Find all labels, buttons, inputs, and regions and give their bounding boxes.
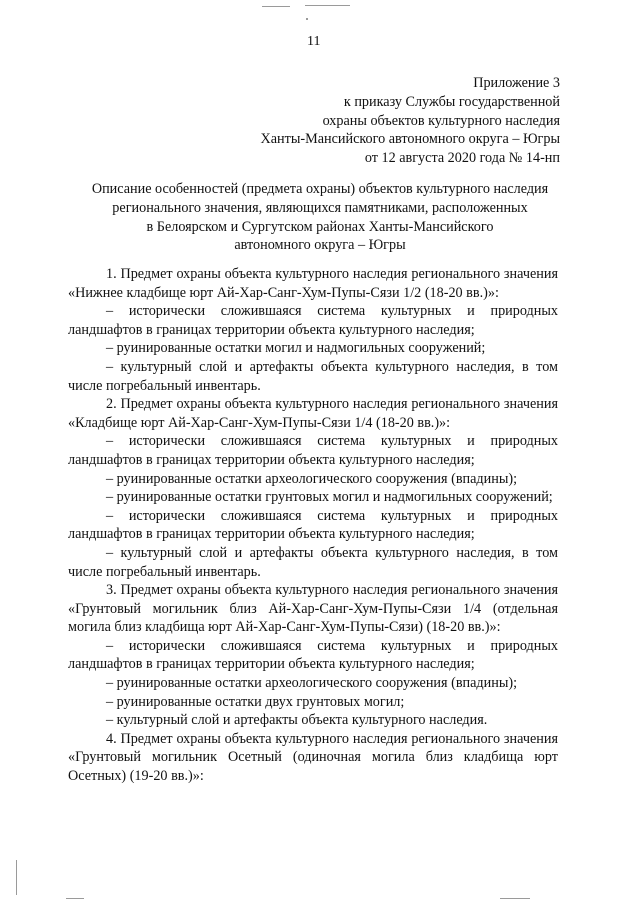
title-line: в Белоярском и Сургутском районах Ханты-Мансийского bbox=[146, 218, 494, 235]
protection-item bbox=[68, 395, 558, 432]
bullet-point: – исторически сложившаяся система культурных и природных ландшафтов в границах территории объекта культурного наследия; bbox=[68, 303, 558, 338]
appendix-reference bbox=[260, 74, 560, 168]
appendix-line: Ханты-Мансийского автономного округа – Югры bbox=[260, 131, 560, 148]
appendix-line: к приказу Службы государственной bbox=[343, 93, 560, 110]
bullet-point: – исторически сложившаяся система культурных и природных ландшафтов в границах территории объекта культурного наследия; bbox=[68, 507, 558, 543]
item-heading: Предмет охраны объекта культурного наследия регионального значения «Грунтовый могильник Осетный (одиночная могила близ кладбища юрт Осетных) (19-20 вв.)»: bbox=[68, 730, 558, 785]
bullet-point: – руинированные остатки могил и надмогильных сооружений; bbox=[106, 340, 486, 357]
bullet-point: – культурный слой и артефакты объекта культурного наследия, в том числе погребальный инвентарь. bbox=[68, 544, 558, 580]
document-title bbox=[64, 180, 576, 255]
bullet-point: – руинированные остатки двух грунтовых могил; bbox=[106, 693, 405, 710]
appendix-line: Приложение 3 bbox=[473, 75, 560, 91]
title-line: автономного округа – Югры bbox=[234, 237, 406, 254]
protection-item bbox=[68, 265, 558, 302]
item-number: 3. bbox=[106, 582, 117, 599]
bullet-point: – руинированные остатки археологического сооружения (впадины); bbox=[106, 675, 518, 692]
item-number: 2. bbox=[106, 396, 117, 413]
item-number: 4. bbox=[106, 730, 117, 747]
scan-artifact-left-edge bbox=[16, 860, 17, 895]
bullet-point: – исторически сложившаяся система культурных и природных ландшафтов в границах территории объекта культурного наследия; bbox=[68, 637, 558, 673]
item-heading: Предмет охраны объекта культурного наследия регионального значения «Нижнее кладбище юрт Ай-Хар-Санг-Хум-Пупы-Сязи 1/2 (18-20 вв.)»: bbox=[68, 266, 558, 301]
bullet-point: – руинированные остатки археологического сооружения (впадины); bbox=[106, 470, 518, 487]
protection-item bbox=[68, 730, 558, 786]
page-number: 11 bbox=[307, 34, 321, 49]
scan-artifact-bottom bbox=[500, 898, 530, 899]
bullet-point: – исторически сложившаяся система культурных и природных ландшафтов в границах территории объекта культурного наследия; bbox=[68, 433, 558, 468]
bullet-point: – руинированные остатки грунтовых могил и надмогильных сооружений; bbox=[106, 489, 553, 506]
item-heading: Предмет охраны объекта культурного наследия регионального значения «Грунтовый могильник близ Ай-Хар-Санг-Хум-Пупы-Сязи 1/4 (отдельная могила близ кладбища юрт Ай-Хар-Санг-Хум-Пупы-Сязи) (18-20 вв.)»: bbox=[68, 582, 558, 636]
scan-artifact-bottom bbox=[66, 898, 84, 899]
protection-item bbox=[68, 581, 558, 637]
item-heading: Предмет охраны объекта культурного наследия регионального значения «Кладбище юрт Ай-Хар-Санг-Хум-Пупы-Сязи 1/4 (18-20 вв.)»: bbox=[68, 396, 558, 431]
title-line: Описание особенностей (предмета охраны) объектов культурного наследия bbox=[91, 181, 549, 197]
appendix-line: охраны объектов культурного наследия bbox=[322, 112, 560, 129]
bullet-point: – культурный слой и артефакты объекта культурного наследия, в том числе погребальный инвентарь. bbox=[68, 358, 558, 394]
scan-artifact-top bbox=[262, 6, 290, 7]
appendix-line: от 12 августа 2020 года № 14-нп bbox=[364, 150, 560, 167]
document-body bbox=[68, 265, 558, 786]
item-number: 1. bbox=[106, 266, 117, 282]
scan-artifact-top bbox=[305, 5, 350, 6]
bullet-point: – культурный слой и артефакты объекта культурного наследия. bbox=[106, 712, 488, 729]
title-line: регионального значения, являющихся памятниками, расположенных bbox=[112, 199, 528, 216]
scan-artifact-dot bbox=[306, 18, 308, 20]
